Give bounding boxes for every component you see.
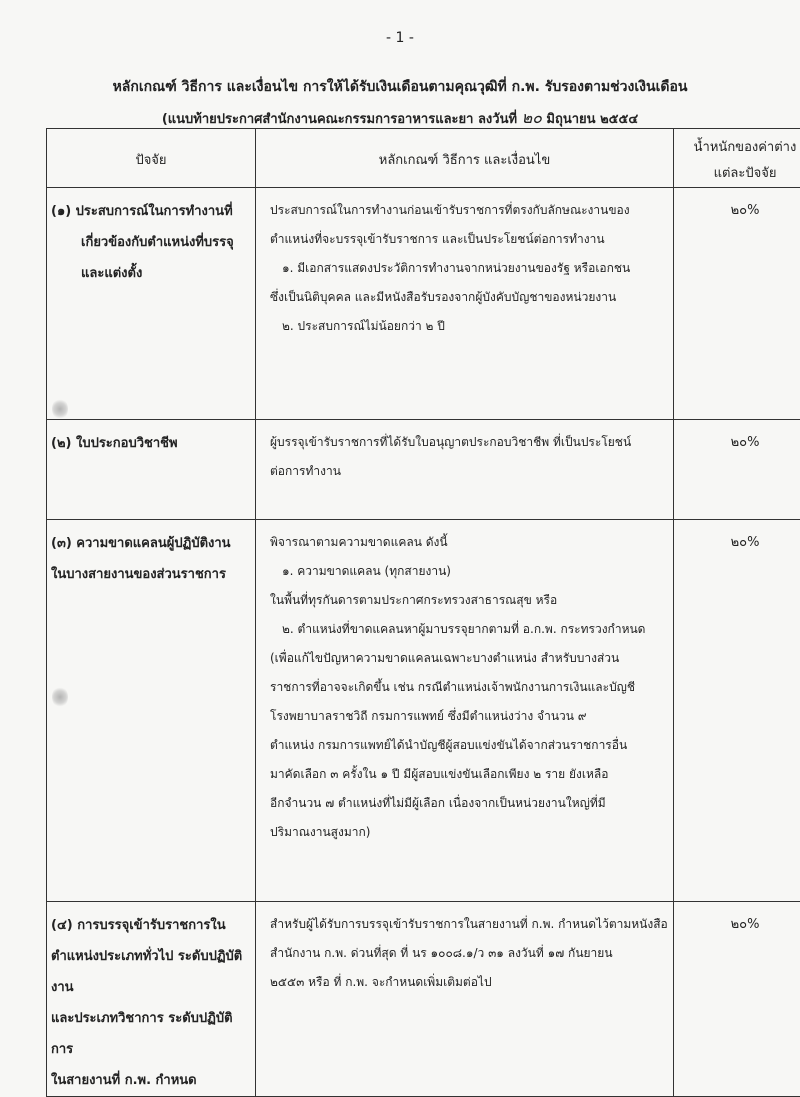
criteria-cell: พิจารณาตามความขาดแคลน ดังนี้ ๑. ความขาดแคลน (ทุกสายงาน) ในพื้นที่ทุรกันดารตามประกาศกระทรวงสาธารณสุข หรือ ๒. ตำแหน่งที่ขาดแคลนหาผู้มาบรรจุยากตามที่ อ.ก.พ. กระทรวงกำหนด (เพื่อแก้ไขปัญหาความขาดแคลนเฉพาะบางตำแหน่ง สำหรับบางส่วน ราชการที่อาจจะเกิดขึ้น เช่น กรณีตำแหน่งเจ้าพนักงานการเงินและบัญชี โรงพยาบาลราชวิถี กรมการแพทย์ ซึ่งมีตำแหน่งว่าง จำนวน ๙ ตำแหน่ง กรมการแพทย์ได้นำบัญชีผู้สอบแข่งขันได้จากส่วนราชการอื่น มาคัดเลือก ๓ ครั้งใน ๑ ปี มีผู้สอบแข่งขันเลือกเพียง ๒ ราย ยังเหลือ อีกจำนวน ๗ ตำแหน่งที่ไม่มีผู้เลือก เนื่องจากเป็นหน่วยงานใหญ่ที่มี ปริมาณงานสูงมาก) (256, 520, 674, 902)
criteria-table (46, 128, 800, 1097)
weight-cell: ๒๐% (674, 420, 800, 520)
criteria-cell: ประสบการณ์ในการทำงานก่อนเข้ารับราชการที่ตรงกับลักษณะงานของ ตำแหน่งที่จะบรรจุเข้ารับราชการ และเป็นประโยชน์ต่อการทำงาน ๑. มีเอกสารแสดงประวัติการทำงานจากหน่วยงานของรัฐ หรือเอกชน ซึ่งเป็นนิติบุคคล และมีหนังสือรับรองจากผู้บังคับบัญชาของหน่วยงาน ๒. ประสบการณ์ไม่น้อยกว่า ๒ ปี (256, 188, 674, 420)
factor-cell: (๑) ประสบการณ์ในการทำงานที่ เกี่ยวข้องกับตำแหน่งที่บรรจุ และแต่งตั้ง (47, 188, 256, 420)
table-header-row (47, 129, 800, 188)
weight-cell: ๒๐% (674, 902, 800, 1097)
header-factor: ปัจจัย (47, 129, 256, 188)
factor-cell: (๓) ความขาดแคลนผู้ปฏิบัติงาน ในบางสายงานของส่วนราชการ (47, 520, 256, 902)
criteria-cell: สำหรับผู้ได้รับการบรรจุเข้ารับราชการในสายงานที่ ก.พ. กำหนดไว้ตามหนังสือ สำนักงาน ก.พ. ด่วนที่สุด ที่ นร ๑๐๐๘.๑/ว ๓๑ ลงวันที่ ๑๗ กันยายน ๒๕๕๓ หรือ ที่ ก.พ. จะกำหนดเพิ่มเติมต่อไป (256, 902, 674, 1097)
criteria-cell: ผู้บรรจุเข้ารับราชการที่ได้รับใบอนุญาตประกอบวิชาชีพ ที่เป็นประโยชน์ ต่อการทำงาน (256, 420, 674, 520)
header-weight: น้ำหนักของค่าต่าง แต่ละปัจจัย (674, 129, 800, 188)
weight-cell: ๒๐% (674, 520, 800, 902)
table-row (47, 520, 800, 902)
table-row (47, 902, 800, 1097)
subtitle-prefix: (แนบท้ายประกาศสำนักงานคณะกรรมการอาหารและยา ลงวันที่ (162, 112, 517, 127)
factor-cell: (๔) การบรรจุเข้ารับราชการใน ตำแหน่งประเภททั่วไป ระดับปฏิบัติงาน และประเภทวิชาการ ระดับปฏิบัติการ ในสายงานที่ ก.พ. กำหนด (47, 902, 256, 1097)
table-row (47, 188, 800, 420)
page-number: - 1 - (0, 30, 800, 46)
weight-cell: ๒๐% (674, 188, 800, 420)
document-title: หลักเกณฑ์ วิธีการ และเงื่อนไข การให้ได้รับเงินเดือนตามคุณวุฒิที่ ก.พ. รับรองตามช่วงเงินเดือน (0, 76, 800, 98)
subtitle-suffix: มิถุนายน ๒๕๕๔ (546, 112, 638, 127)
table-row (47, 420, 800, 520)
subtitle-day: ๒๐ (522, 108, 542, 127)
header-criteria: หลักเกณฑ์ วิธีการ และเงื่อนไข (256, 129, 674, 188)
factor-cell: (๒) ใบประกอบวิชาชีพ (47, 420, 256, 520)
